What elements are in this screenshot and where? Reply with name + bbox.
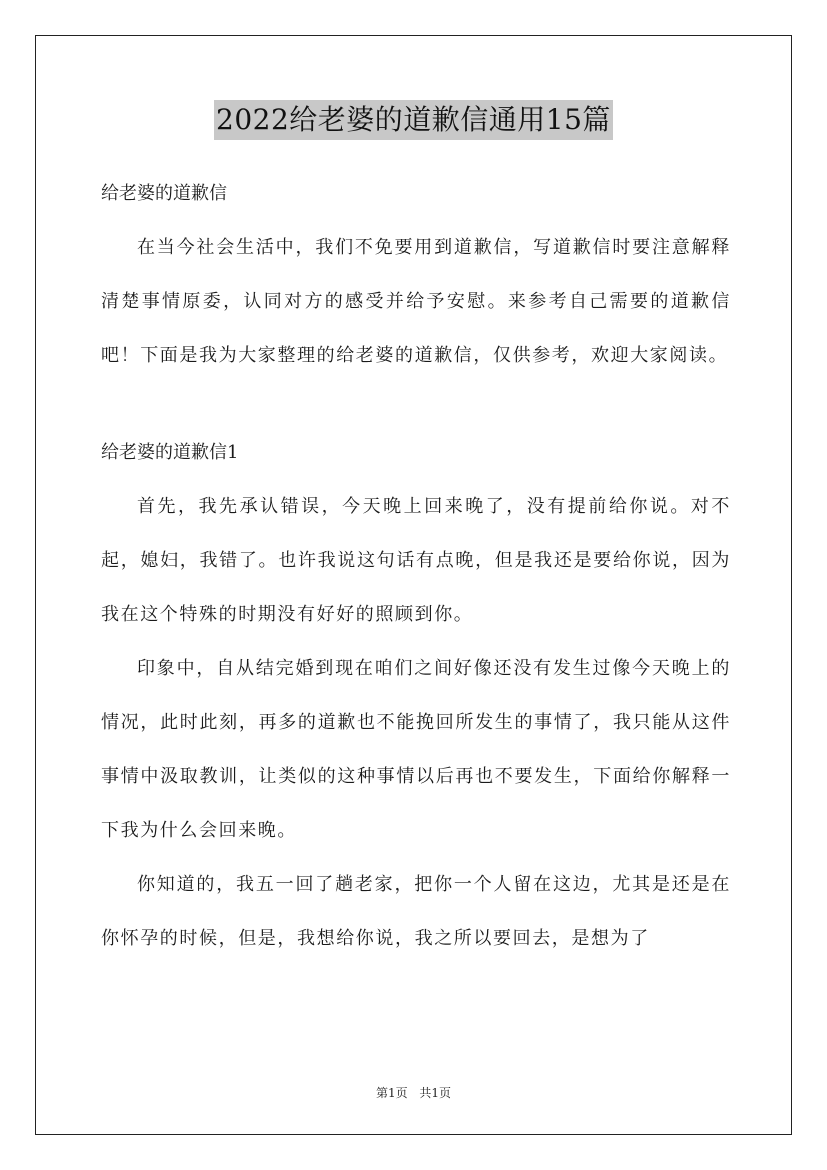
page-total: 共1页	[419, 1086, 452, 1100]
title-container	[0, 100, 827, 140]
section1-paragraph-2: 印象中，自从结完婚到现在咱们之间好像还没有发生过像今天晚上的情况，此时此刻，再多的道歉也不能挽回所发生的事情了，我只能从这件事情中汲取教训，让类似的这种事情以后再也不要发生，下面给你解释一下我为什么会回来晚。	[101, 658, 731, 841]
section1-heading: 给老婆的道歉信1	[101, 442, 239, 463]
document-title: 2022给老婆的道歉信通用15篇	[214, 100, 613, 140]
section-gap	[101, 383, 731, 433]
document-body	[101, 174, 731, 966]
page-number: 第1页	[375, 1086, 408, 1100]
section1-paragraph-1: 首先，我先承认错误，今天晚上回来晚了，没有提前给你说。对不起，媳妇，我错了。也许我说这句话有点晚，但是我还是要给你说，因为我在这个特殊的时期没有好好的照顾到你。	[101, 496, 731, 625]
intro-paragraph: 在当今社会生活中，我们不免要用到道歉信，写道歉信时要注意解释清楚事情原委，认同对方的感受并给予安慰。来参考自己需要的道歉信吧！下面是我为大家整理的给老婆的道歉信，仅供参考，欢迎大家阅读。	[101, 237, 731, 366]
section1-paragraph-3: 你知道的，我五一回了趟老家，把你一个人留在这边，尤其是还是在你怀孕的时候，但是，我想给你说，我之所以要回去，是想为了	[101, 874, 731, 949]
page-footer	[0, 1084, 827, 1101]
intro-heading: 给老婆的道歉信	[101, 183, 227, 204]
